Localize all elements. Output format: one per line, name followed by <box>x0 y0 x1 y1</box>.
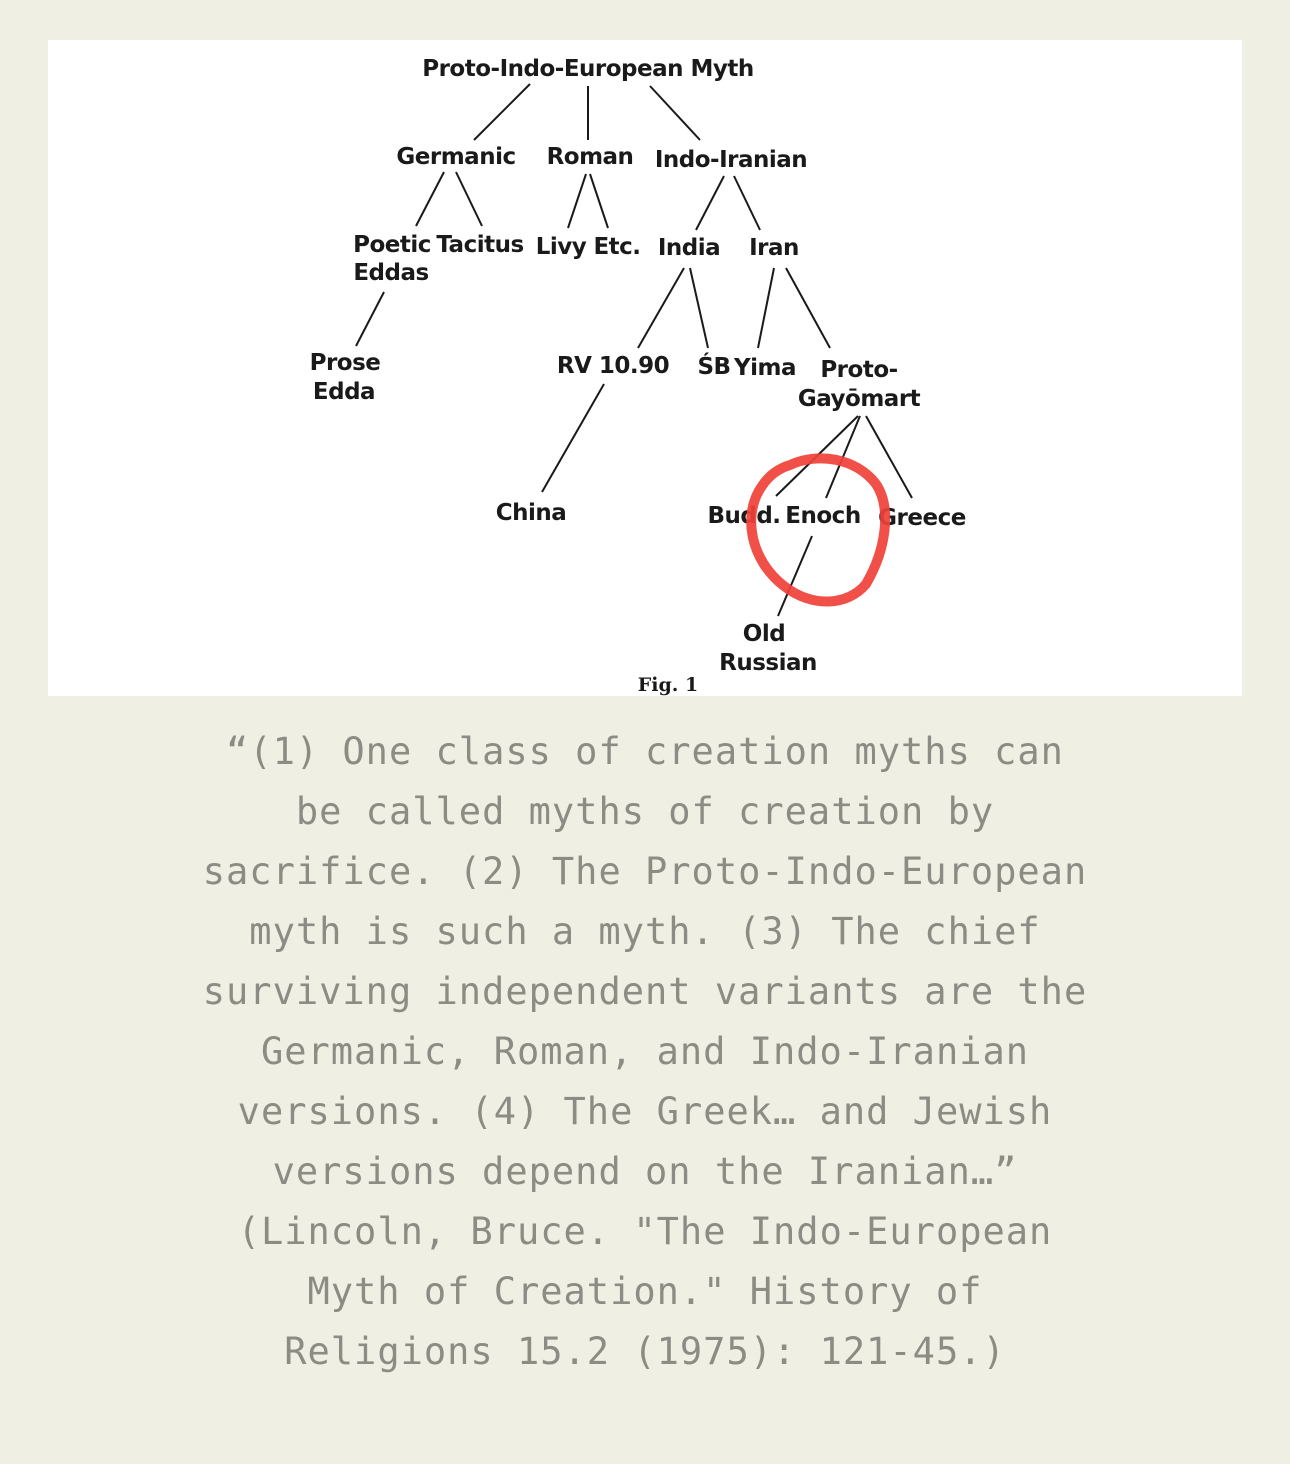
edge-germanic-tacitus <box>456 172 482 226</box>
node-yima: Yima <box>733 355 797 381</box>
tree-nodes <box>310 56 966 696</box>
node-prose-edda-line1: Prose <box>309 350 381 376</box>
edge-iran-protogayomart <box>786 268 830 348</box>
figure-caption: Fig. 1 <box>637 674 699 696</box>
node-old-russian-line1: Old <box>742 621 786 647</box>
edge-roman-livy <box>568 174 586 228</box>
node-rv: RV 10.90 <box>556 353 670 379</box>
node-prose-edda-line2: Edda <box>312 379 376 405</box>
edge-rv-china <box>542 384 604 492</box>
node-poetic-eddas-line1: Poetic <box>353 232 431 258</box>
edge-roman-etc <box>590 174 608 228</box>
node-tacitus: Tacitus <box>436 232 524 258</box>
node-china: China <box>495 500 567 526</box>
node-root: Proto-Indo-European Myth <box>422 56 754 82</box>
node-sb: ŚB <box>697 354 731 380</box>
node-greece: Greece <box>878 505 966 531</box>
node-india: India <box>657 235 721 261</box>
edge-india-rv <box>638 268 684 348</box>
edge-enoch-oldrussian <box>778 536 812 616</box>
edge-poetic-prose <box>356 292 384 346</box>
edge-root-germanic <box>474 84 530 140</box>
node-budd: Budd. <box>707 503 781 529</box>
figure-panel <box>48 40 1242 696</box>
edge-india-sb <box>690 268 708 348</box>
node-proto-gayomart-line1: Proto- <box>820 357 898 383</box>
edge-germanic-poetic <box>416 172 444 226</box>
node-iran: Iran <box>749 235 799 261</box>
edge-indoiranian-india <box>696 176 724 230</box>
edge-indoiranian-iran <box>734 176 760 230</box>
tree-diagram <box>48 40 1242 696</box>
red-highlight-circle <box>751 458 885 601</box>
node-etc: Etc. <box>593 234 641 260</box>
edge-iran-yima <box>758 268 774 348</box>
node-roman: Roman <box>546 144 634 170</box>
node-livy: Livy <box>535 234 587 260</box>
node-proto-gayomart-line2: Gayōmart <box>797 386 921 412</box>
node-poetic-eddas-line2: Eddas <box>353 260 429 286</box>
node-indo-iranian: Indo-Iranian <box>654 147 808 173</box>
edge-root-indoiranian <box>650 86 700 140</box>
node-enoch: Enoch <box>785 503 861 529</box>
node-germanic: Germanic <box>396 144 516 170</box>
quote-text: “(1) One class of creation myths can be called myths of creation by sacrifice. (2) The Proto-Indo-European myth is such a myth. (3) The chief surviving independent variants are the Germanic, Roman, and Indo-Iranian versions. (4) The Greek… and Jewish versions depend on the Iranian…” (Lincoln, Bruce. "The Indo-European Myth of Creation." History of Religions 15.2 (1975): 121-45.) <box>202 730 1088 1373</box>
node-old-russian-line2: Russian <box>719 650 817 676</box>
